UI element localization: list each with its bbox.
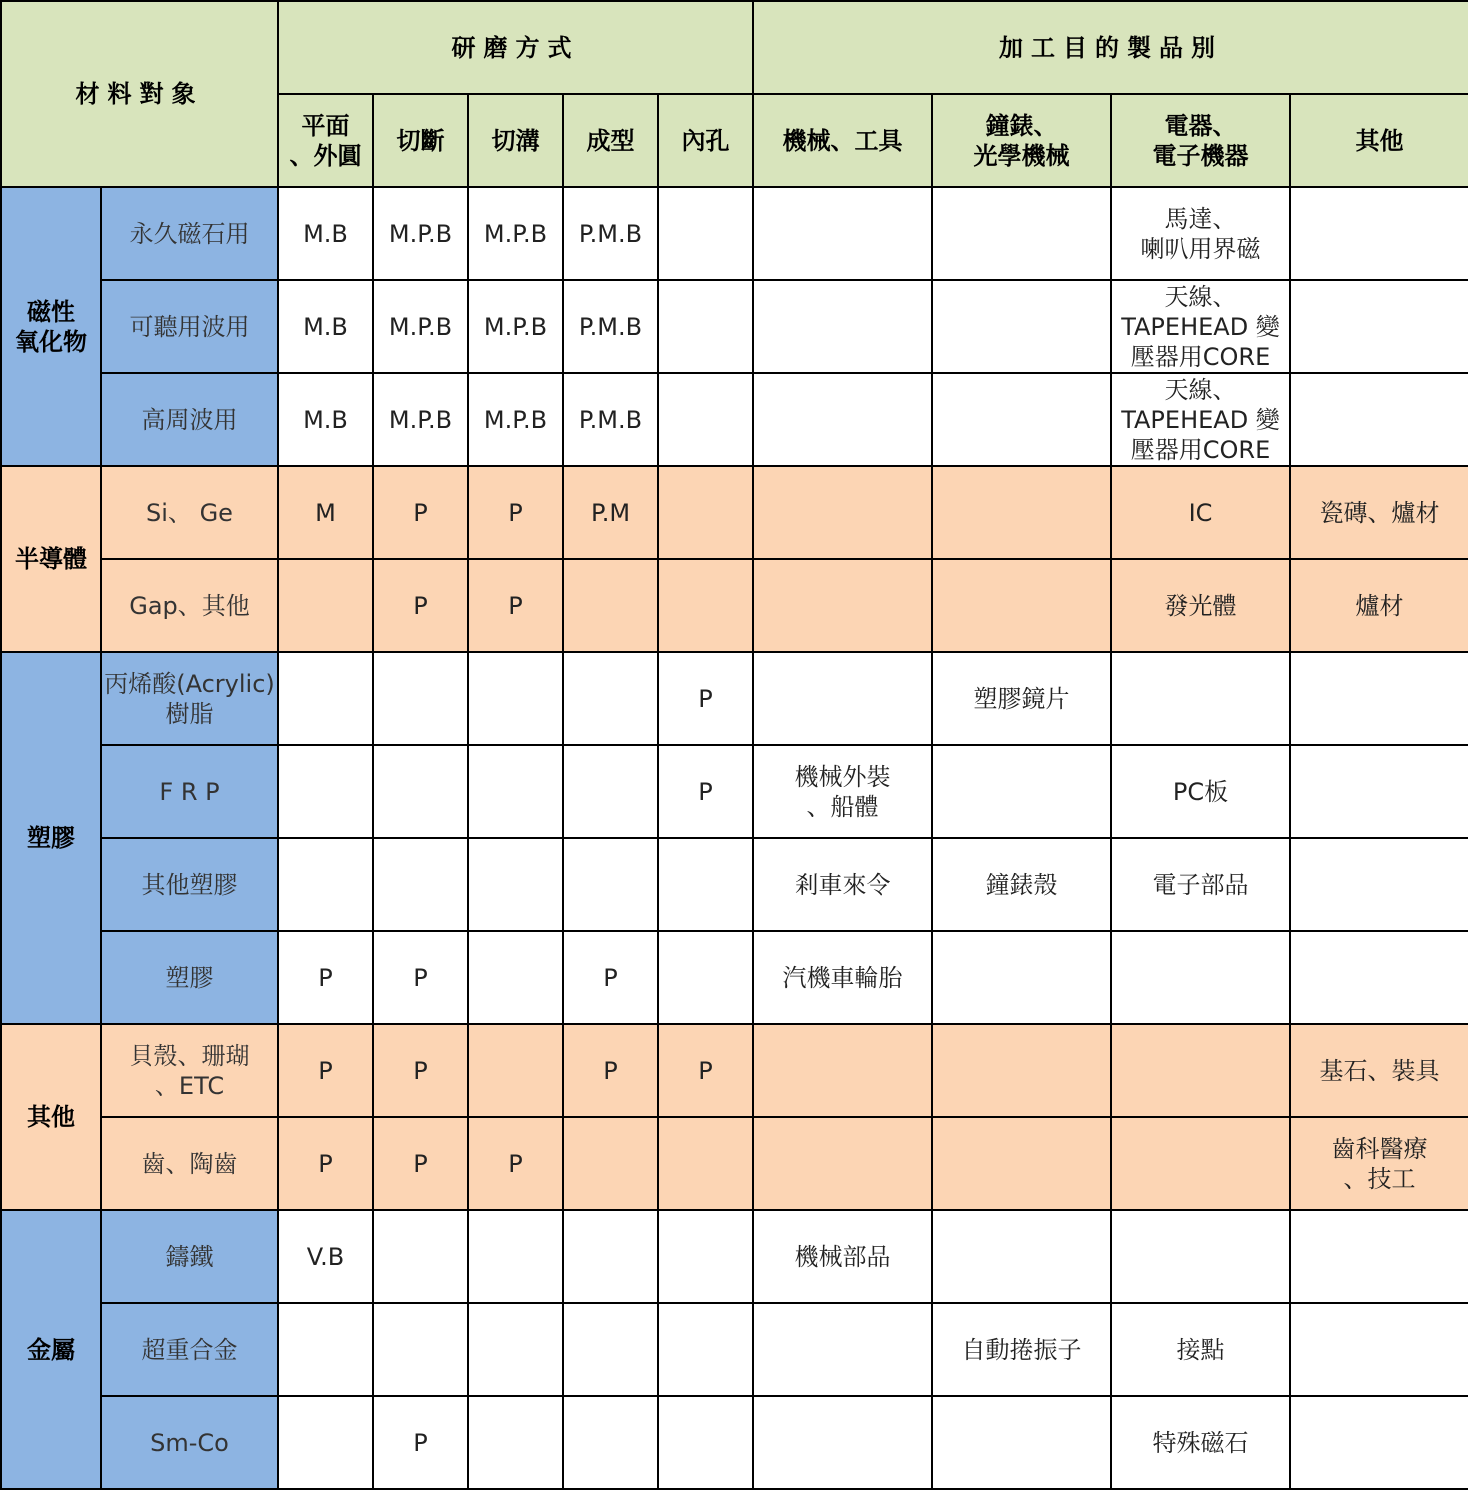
table-cell (1111, 1024, 1290, 1117)
polishing-method-header: 研磨方式 (278, 1, 753, 94)
table-cell: P.M.B (563, 280, 658, 373)
table-cell: P (278, 1024, 373, 1117)
table-row (1, 280, 1468, 373)
table-cell: M.B (278, 373, 373, 466)
table-row (1, 838, 1468, 931)
table-cell: 接點 (1111, 1303, 1290, 1396)
table-cell (563, 838, 658, 931)
table-cell: M.P.B (373, 373, 468, 466)
table-cell (658, 1117, 753, 1210)
table-row (1, 1210, 1468, 1303)
table-cell (753, 652, 932, 745)
table-cell (932, 187, 1111, 280)
table-cell: P.M (563, 466, 658, 559)
table-cell (753, 280, 932, 373)
method-header-forming: 成型 (563, 94, 658, 187)
table-cell: P (468, 1117, 563, 1210)
table-cell: P (278, 1117, 373, 1210)
material-label: F R P (101, 745, 278, 838)
table-cell (932, 745, 1111, 838)
purpose-header-other: 其他 (1290, 94, 1468, 187)
table-cell (563, 652, 658, 745)
table-cell (1111, 1117, 1290, 1210)
table-cell (753, 466, 932, 559)
table-cell: P (563, 931, 658, 1024)
table-row (1, 187, 1468, 280)
material-label: 齒、陶齒 (101, 1117, 278, 1210)
table-cell (1290, 931, 1468, 1024)
table-cell (753, 1117, 932, 1210)
table-cell: 基石、裝具 (1290, 1024, 1468, 1117)
table-cell: 塑膠鏡片 (932, 652, 1111, 745)
table-cell: 自動捲振子 (932, 1303, 1111, 1396)
table-cell (278, 838, 373, 931)
material-label: Gap、其他 (101, 559, 278, 652)
method-header-bore: 內孔 (658, 94, 753, 187)
table-row (1, 652, 1468, 745)
table-cell: P (658, 1024, 753, 1117)
table-cell: P (373, 1117, 468, 1210)
table-cell (468, 1303, 563, 1396)
table-cell (932, 373, 1111, 466)
table-cell: PC板 (1111, 745, 1290, 838)
table-cell (373, 652, 468, 745)
table-cell: 天線、 TAPEHEAD 變 壓器用CORE (1111, 280, 1290, 373)
material-label: 塑膠 (101, 931, 278, 1024)
table-cell: 特殊磁石 (1111, 1396, 1290, 1489)
material-target-header: 材料對象 (1, 1, 278, 187)
table-cell: 齒科醫療 、技工 (1290, 1117, 1468, 1210)
material-label: Sm-Co (101, 1396, 278, 1489)
table-cell (1290, 745, 1468, 838)
table-cell (563, 1396, 658, 1489)
method-header-cut: 切斷 (373, 94, 468, 187)
material-label: 丙烯酸(Acrylic) 樹脂 (101, 652, 278, 745)
table-cell: 天線、 TAPEHEAD 變 壓器用CORE (1111, 373, 1290, 466)
table-cell (658, 1303, 753, 1396)
table-cell (658, 1396, 753, 1489)
material-label: 貝殼、珊瑚 、ETC (101, 1024, 278, 1117)
table-row (1, 1117, 1468, 1210)
table-row (1, 559, 1468, 652)
table-cell: 馬達、 喇叭用界磁 (1111, 187, 1290, 280)
table-cell (753, 1303, 932, 1396)
table-cell (1290, 187, 1468, 280)
table-cell: P (373, 559, 468, 652)
table-cell (468, 1396, 563, 1489)
table-cell (1290, 652, 1468, 745)
table-cell (373, 1303, 468, 1396)
table-cell: M.P.B (468, 187, 563, 280)
table-cell: 電子部品 (1111, 838, 1290, 931)
table-cell (932, 466, 1111, 559)
table-cell: M.B (278, 187, 373, 280)
header-row-top (1, 1, 1468, 94)
table-cell (1290, 1303, 1468, 1396)
table-cell (753, 1024, 932, 1117)
table-cell: IC (1111, 466, 1290, 559)
group-label: 其他 (1, 1024, 101, 1210)
purpose-header-optical: 鐘錶、 光學機械 (932, 94, 1111, 187)
table-cell (753, 187, 932, 280)
table-cell (468, 931, 563, 1024)
table-cell (658, 838, 753, 931)
table-cell (468, 1024, 563, 1117)
table-cell (563, 1303, 658, 1396)
table-cell: M.P.B (373, 187, 468, 280)
table-cell: 機械外裝 、船體 (753, 745, 932, 838)
table-cell (932, 559, 1111, 652)
table-row (1, 1024, 1468, 1117)
table-cell: P.M.B (563, 187, 658, 280)
table-row (1, 1396, 1468, 1489)
table-cell: V.B (278, 1210, 373, 1303)
table-cell: M.P.B (468, 373, 563, 466)
table-cell: P (563, 1024, 658, 1117)
purpose-header-electronics: 電器、 電子機器 (1111, 94, 1290, 187)
table-cell (1290, 373, 1468, 466)
table-row (1, 745, 1468, 838)
table-cell (658, 559, 753, 652)
table-cell (1111, 1210, 1290, 1303)
table-cell: M.P.B (468, 280, 563, 373)
table-cell (1290, 1210, 1468, 1303)
product-purpose-header: 加工目的製品別 (753, 1, 1468, 94)
table-cell: P (373, 466, 468, 559)
table-cell: M.P.B (373, 280, 468, 373)
group-label: 金屬 (1, 1210, 101, 1489)
table-cell: P (373, 1024, 468, 1117)
method-header-groove: 切溝 (468, 94, 563, 187)
purpose-header-machinery: 機械、工具 (753, 94, 932, 187)
table-cell: 機械部品 (753, 1210, 932, 1303)
group-label: 塑膠 (1, 652, 101, 1024)
table-cell: 瓷磚、爐材 (1290, 466, 1468, 559)
table-cell (563, 1210, 658, 1303)
table-cell (373, 1210, 468, 1303)
table-cell (658, 373, 753, 466)
group-label: 半導體 (1, 466, 101, 652)
table-cell (278, 1303, 373, 1396)
table-cell (563, 559, 658, 652)
material-label: 高周波用 (101, 373, 278, 466)
table-cell (1290, 838, 1468, 931)
table-cell (932, 931, 1111, 1024)
method-header-flat: 平面 、外圓 (278, 94, 373, 187)
table-cell (468, 838, 563, 931)
table-cell (1290, 1396, 1468, 1489)
table-cell (468, 652, 563, 745)
table-cell (932, 280, 1111, 373)
group-label: 磁性 氧化物 (1, 187, 101, 466)
table-cell: 汽機車輪胎 (753, 931, 932, 1024)
table-cell (932, 1396, 1111, 1489)
table-cell (373, 838, 468, 931)
table-cell: P (468, 466, 563, 559)
table-cell (278, 1396, 373, 1489)
table-cell (658, 187, 753, 280)
table-cell (468, 1210, 563, 1303)
table-cell (278, 559, 373, 652)
table-cell: P (658, 745, 753, 838)
table-cell (468, 745, 563, 838)
table-cell (563, 1117, 658, 1210)
table-cell (658, 280, 753, 373)
table-cell: P (373, 1396, 468, 1489)
material-label: 鑄鐵 (101, 1210, 278, 1303)
table-row (1, 1303, 1468, 1396)
table-row (1, 466, 1468, 559)
table-cell: P (278, 931, 373, 1024)
table-cell: P (373, 931, 468, 1024)
table-cell: P (658, 652, 753, 745)
table-cell: M (278, 466, 373, 559)
material-label: 可聽用波用 (101, 280, 278, 373)
table-row (1, 931, 1468, 1024)
table-cell: M.B (278, 280, 373, 373)
table-cell (932, 1210, 1111, 1303)
table-cell (753, 373, 932, 466)
table-cell (1111, 652, 1290, 745)
material-label: 其他塑膠 (101, 838, 278, 931)
table-cell: P (468, 559, 563, 652)
material-label: 永久磁石用 (101, 187, 278, 280)
table-cell (278, 652, 373, 745)
table-cell (658, 931, 753, 1024)
table-cell (1290, 280, 1468, 373)
table-cell (932, 1117, 1111, 1210)
table-cell (278, 745, 373, 838)
table-cell: P.M.B (563, 373, 658, 466)
table-cell (373, 745, 468, 838)
table-cell (753, 1396, 932, 1489)
table-cell (563, 745, 658, 838)
table-cell: 爐材 (1290, 559, 1468, 652)
material-label: Si、 Ge (101, 466, 278, 559)
table-row (1, 373, 1468, 466)
table-cell (753, 559, 932, 652)
table-cell (932, 1024, 1111, 1117)
table-cell (658, 1210, 753, 1303)
material-label: 超重合金 (101, 1303, 278, 1396)
table-cell (658, 466, 753, 559)
table-cell: 鐘錶殼 (932, 838, 1111, 931)
table-cell: 發光體 (1111, 559, 1290, 652)
table-cell: 剎車來令 (753, 838, 932, 931)
table-cell (1111, 931, 1290, 1024)
